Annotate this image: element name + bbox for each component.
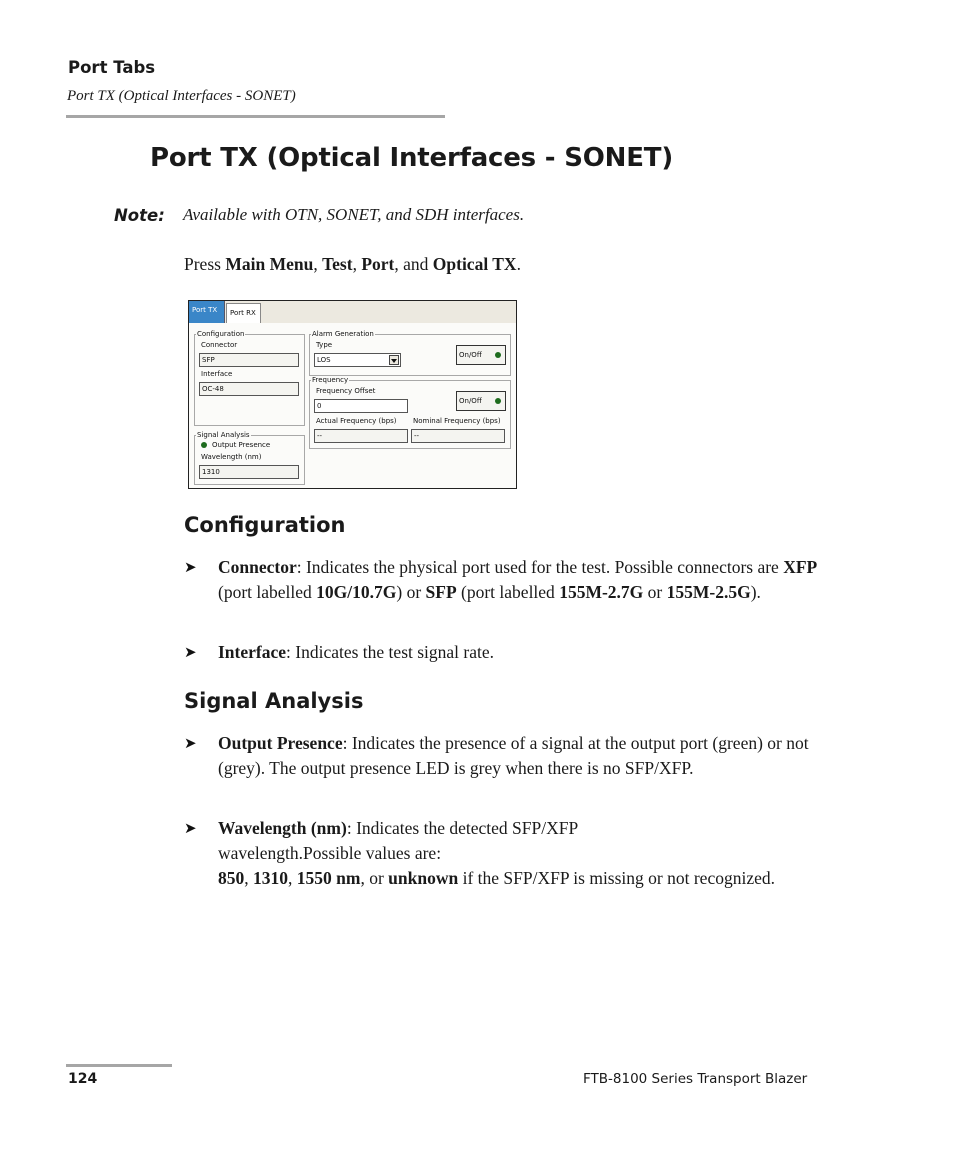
output-presence-led-icon xyxy=(201,442,207,448)
interface-description: Interface: Indicates the test signal rate. xyxy=(218,642,495,662)
chevron-down-icon[interactable] xyxy=(389,355,399,365)
frequency-offset-input[interactable]: 0 xyxy=(314,399,408,413)
alarm-generation-group-label: Alarm Generation xyxy=(312,330,374,338)
page-number: 124 xyxy=(68,1071,98,1087)
frequency-led-icon xyxy=(495,398,501,404)
alarm-led-icon xyxy=(495,352,501,358)
actual-frequency-field: -- xyxy=(314,429,408,443)
wavelength-label: Wavelength (nm) xyxy=(201,453,262,461)
tab-port-tx[interactable]: Port TX xyxy=(189,301,225,323)
signal-analysis-heading: Signal Analysis xyxy=(184,689,364,713)
bullet-icon: ➤ xyxy=(184,645,197,661)
wavelength-values: 850, 1310, 1550 nm, or unknown if the SFP/XFP is missing or not recognized. xyxy=(218,868,775,888)
bullet-icon: ➤ xyxy=(184,821,197,837)
navigation-instruction: Press Main Menu, Test, Port, and Optical TX. xyxy=(184,254,521,274)
connector-label: Connector xyxy=(201,341,238,349)
frequency-offset-label: Frequency Offset xyxy=(316,387,376,395)
frequency-group-label: Frequency xyxy=(312,376,349,384)
interface-label: Interface xyxy=(201,370,233,378)
interface-field[interactable]: OC-48 xyxy=(199,382,299,396)
connector-description: Connector: Indicates the physical port used for the test. Possible connectors are XFP (port labelled 10G/10.7G) or SFP (port labelled 155M-2.7G or 155M-2.5G). xyxy=(218,557,818,602)
frequency-on-off-button[interactable]: On/Off xyxy=(456,391,506,411)
nominal-frequency-label: Nominal Frequency (bps) xyxy=(413,417,501,425)
connector-field[interactable]: SFP xyxy=(199,353,299,367)
nominal-frequency-field: -- xyxy=(411,429,505,443)
tab-panel xyxy=(189,323,516,489)
signal-analysis-group-label: Signal Analysis xyxy=(197,431,250,439)
note-text: Available with OTN, SONET, and SDH interfaces. xyxy=(183,205,525,224)
note-label: Note: xyxy=(114,206,165,225)
alarm-type-select[interactable]: LOS xyxy=(314,353,401,367)
running-header-subsection: Port TX (Optical Interfaces - SONET) xyxy=(67,88,296,104)
tab-port-rx[interactable]: Port RX xyxy=(226,303,261,323)
alarm-type-label: Type xyxy=(316,341,333,349)
port-tx-screenshot xyxy=(188,300,517,489)
header-divider xyxy=(66,115,445,118)
page-title: Port TX (Optical Interfaces - SONET) xyxy=(150,143,674,173)
output-presence-description: Output Presence: Indicates the presence of a signal at the output port (green) or not (grey). The output presence LED is grey when there is no SFP/XFP. xyxy=(218,733,809,778)
alarm-on-off-button[interactable]: On/Off xyxy=(456,345,506,365)
bullet-icon: ➤ xyxy=(184,736,197,752)
footer-divider xyxy=(66,1064,172,1067)
tab-bar xyxy=(189,301,516,324)
footer-product-name: FTB-8100 Series Transport Blazer xyxy=(583,1071,808,1087)
configuration-heading: Configuration xyxy=(184,513,346,537)
wavelength-description: Wavelength (nm): Indicates the detected SFP/XFP wavelength.Possible values are: xyxy=(218,818,578,863)
configuration-group-label: Configuration xyxy=(197,330,245,338)
output-presence-label: Output Presence xyxy=(212,441,271,449)
wavelength-field[interactable]: 1310 xyxy=(199,465,299,479)
running-header-section: Port Tabs xyxy=(68,58,156,77)
actual-frequency-label: Actual Frequency (bps) xyxy=(316,417,397,425)
bullet-icon: ➤ xyxy=(184,560,197,576)
